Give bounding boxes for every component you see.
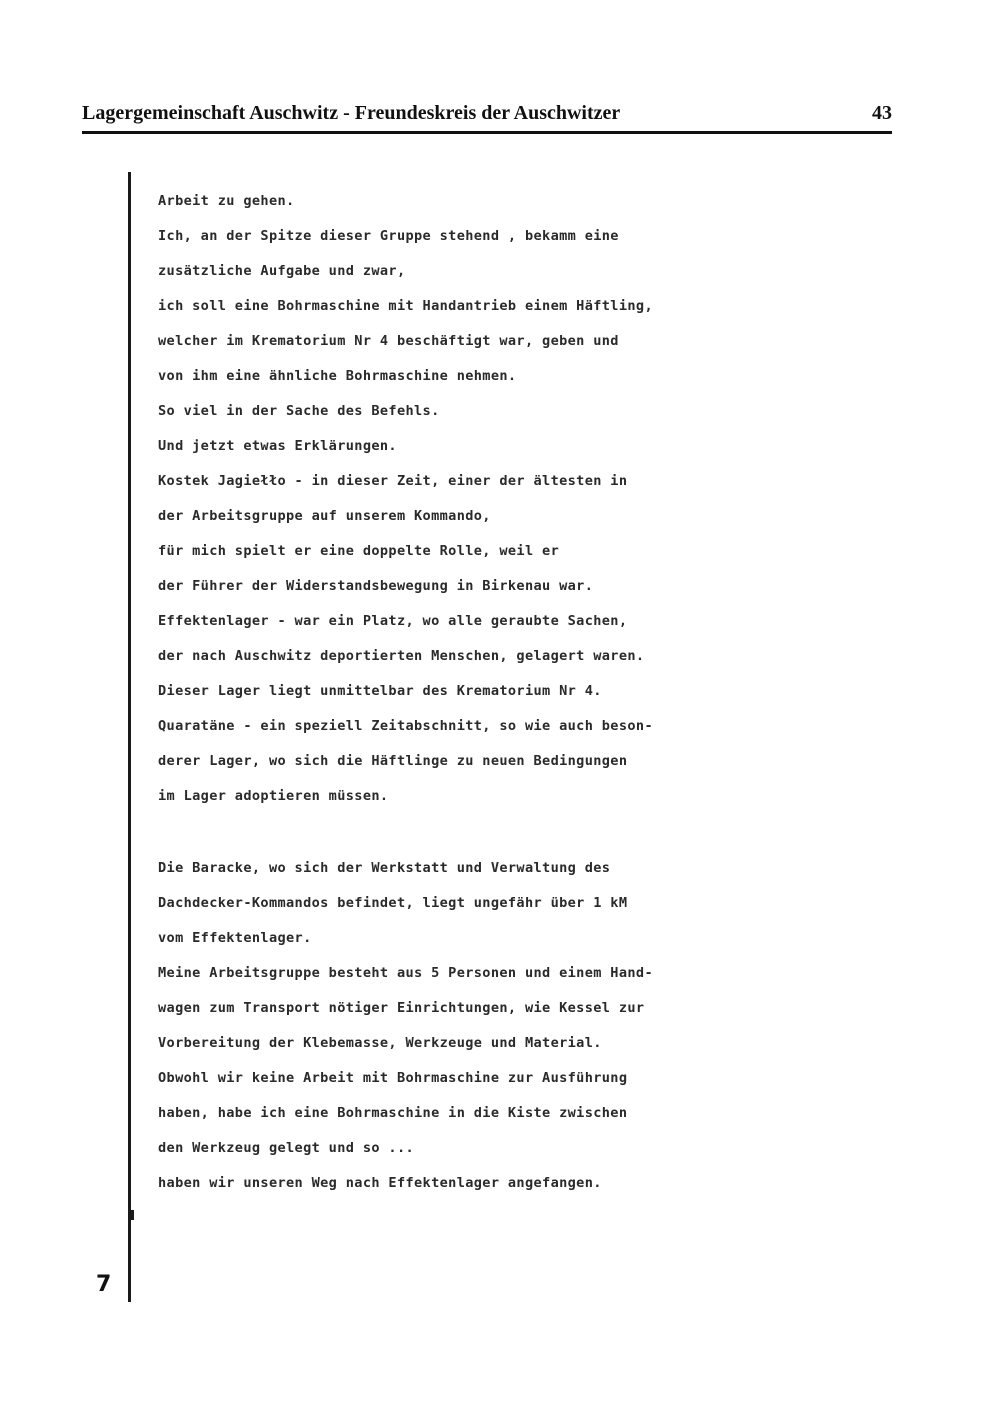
text-line: welcher im Krematorium Nr 4 beschäftigt war, geben und (158, 333, 619, 349)
text-line: Meine Arbeitsgruppe besteht aus 5 Personen und einem Hand- (158, 965, 653, 981)
header-page-number: 43 (872, 102, 892, 124)
margin-rule (128, 172, 131, 1302)
text-line: ich soll eine Bohrmaschine mit Handantrieb einem Häftling, (158, 298, 653, 314)
text-line: der nach Auschwitz deportierten Menschen, gelagert waren. (158, 648, 645, 664)
text-line: Arbeit zu gehen. (158, 193, 295, 209)
text-line: Und jetzt etwas Erklärungen. (158, 438, 397, 454)
header-title: Lagergemeinschaft Auschwitz - Freundeskreis der Auschwitzer (82, 102, 621, 124)
typescript-body (158, 184, 798, 1201)
text-line: derer Lager, wo sich die Häftlinge zu neuen Bedingungen (158, 753, 628, 769)
text-line: der Führer der Widerstandsbewegung in Birkenau war. (158, 578, 594, 594)
page-header (82, 98, 892, 134)
text-line: haben wir unseren Weg nach Effektenlager angefangen. (158, 1175, 602, 1191)
text-line: So viel in der Sache des Befehls. (158, 403, 440, 419)
text-line: Ich, an der Spitze dieser Gruppe stehend , bekamm eine (158, 228, 619, 244)
text-line: Kostek Jagiełło - in dieser Zeit, einer der ältesten in (158, 473, 628, 489)
text-line: den Werkzeug gelegt und so ... (158, 1140, 415, 1156)
text-line: im Lager adoptieren müssen. (158, 788, 389, 804)
text-line: Dachdecker-Kommandos befindet, liegt ungefähr über 1 kM (158, 895, 628, 911)
text-line: von ihm eine ähnliche Bohrmaschine nehmen. (158, 368, 517, 384)
text-line: der Arbeitsgruppe auf unserem Kommando, (158, 508, 491, 524)
text-line: zusätzliche Aufgabe und zwar, (158, 263, 406, 279)
text-line: für mich spielt er eine doppelte Rolle, weil er (158, 543, 560, 559)
text-line: wagen zum Transport nötiger Einrichtungen, wie Kessel zur (158, 1000, 645, 1016)
paragraph-gap (158, 814, 798, 851)
text-line: vom Effektenlager. (158, 930, 312, 946)
text-line: haben, habe ich eine Bohrmaschine in die Kiste zwischen (158, 1105, 628, 1121)
scan-page-number: 7 (96, 1272, 112, 1297)
margin-tick (130, 1210, 134, 1220)
text-line: Die Baracke, wo sich der Werkstatt und Verwaltung des (158, 860, 611, 876)
text-line: Obwohl wir keine Arbeit mit Bohrmaschine zur Ausführung (158, 1070, 628, 1086)
text-line: Quaratäne - ein speziell Zeitabschnitt, so wie auch beson- (158, 718, 653, 734)
text-line: Vorbereitung der Klebemasse, Werkzeuge und Material. (158, 1035, 602, 1051)
text-line: Dieser Lager liegt unmittelbar des Krematorium Nr 4. (158, 683, 602, 699)
text-line: Effektenlager - war ein Platz, wo alle geraubte Sachen, (158, 613, 628, 629)
